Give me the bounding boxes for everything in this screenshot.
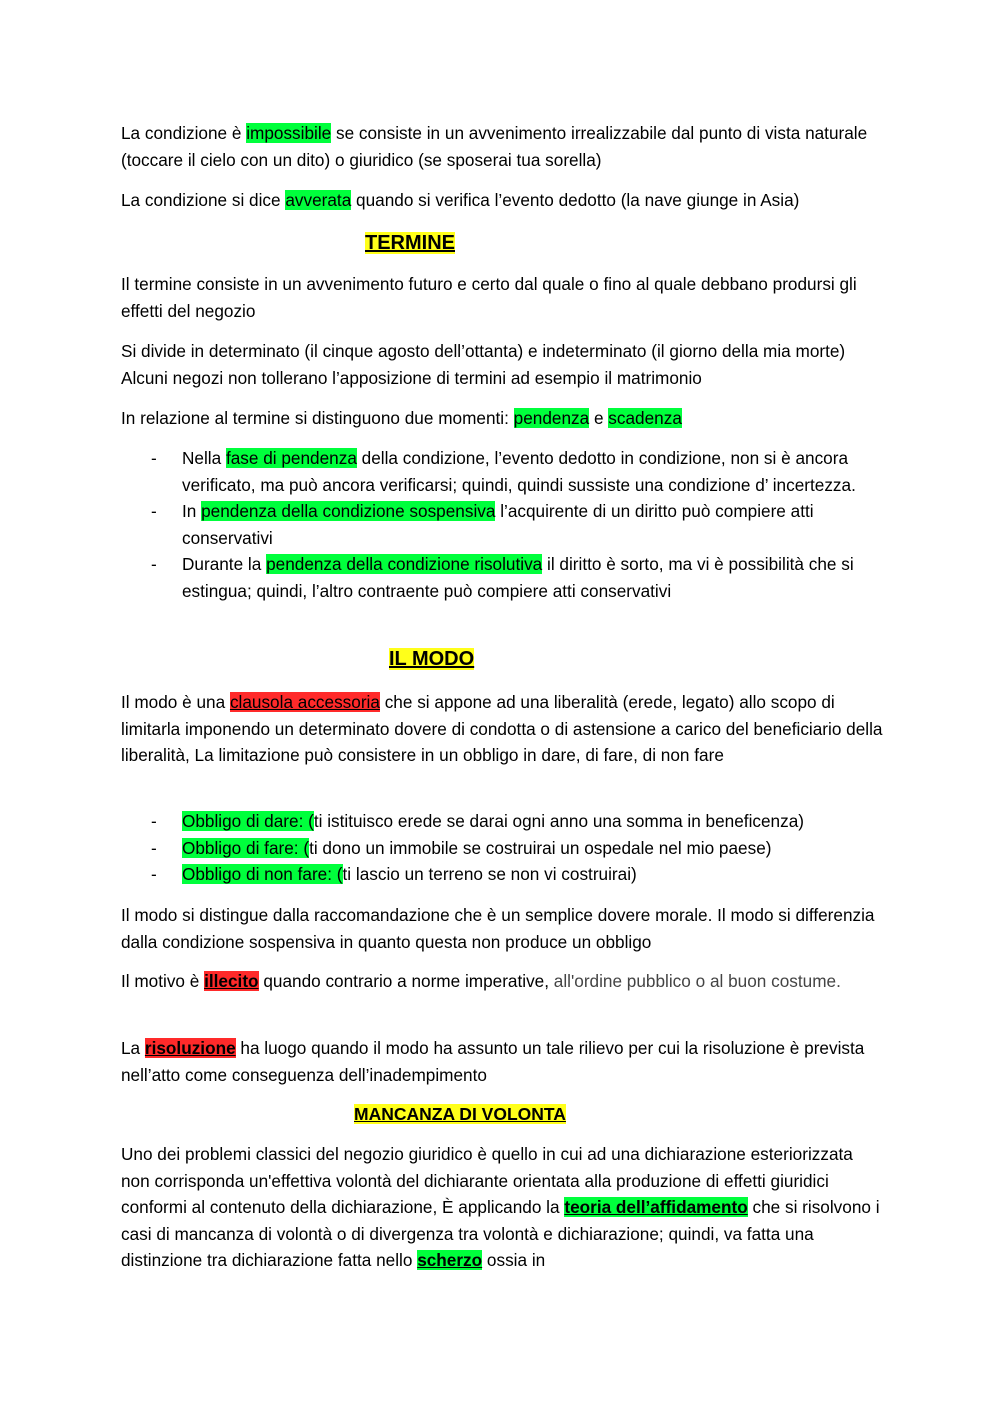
text-span: il diritto è sorto, ma vi è possibilità che si estingua; quindi, l’altro contraente può compiere atti conservativi [182,554,854,601]
text-span: Il termine consiste in un avvenimento futuro e certo dal quale o fino al quale debbano prodursi gli effetti del negozio [121,274,857,321]
text-span: La condizione è [121,123,247,143]
text-span: Nella [182,448,226,468]
paragraph-risoluzione [121,1035,883,1088]
highlight-clausola-accessoria: clausola accessoria [229,692,380,712]
text-span: che si risolvono i casi di mancanza di volontà o di divergenza tra volontà e dichiarazione; quindi, va fatta una distinzione tra dichiarazione fatta nello [121,1197,880,1270]
highlight-avverata: avverata [285,190,352,210]
highlight-illecito: illecito [204,971,259,991]
highlight-scadenza: scadenza [608,408,682,428]
highlight-impossibile: impossibile [246,123,332,143]
heading-il-modo [389,646,474,672]
list-item [121,835,883,862]
text-span: della condizione, l’evento dedotto in condizione, non si è ancora verificato, ma può ancora verificarsi; quindi, quindi sussiste una condizione d’ incertezza. [182,448,856,495]
paragraph-termine-definition [121,271,883,324]
list-item [121,445,883,498]
paragraph-avverata [121,187,883,214]
text-span: ti lascio un terreno se non vi costruirai) [342,864,637,884]
text-span: Durante la [182,554,267,574]
paragraph-momenti [121,405,883,432]
text-span: Il modo si distingue dalla raccomandazione che è un semplice dovere morale. Il modo si differenzia dalla condizione sospensiva in quanto questa non produce un obbligo [121,905,875,952]
highlight-teoria-affidamento: teoria dell’affidamento [564,1197,748,1217]
highlight-pendenza: pendenza [513,408,590,428]
text-span: Uno dei problemi classici del negozio giuridico è quello in cui ad una dichiarazione esteriorizzata non corrisponda un'effettiva volontà del dichiarante orientata alla produzione di effetti giuridici conformi al contenuto della dichiarazione, È applicando la [121,1144,853,1217]
text-span: Il modo è una [121,692,230,712]
highlight-obbligo-di-non-fare: Obbligo di non fare: ( [182,864,343,884]
paragraph-raccomandazione [121,902,883,955]
text-span: ha luogo quando il modo ha assunto un tale rilievo per cui la risoluzione è prevista nell’atto come conseguenza dell’inadempimento [121,1038,865,1085]
text-span: ti istituisco erede se darai ogni anno una somma in beneficenza) [313,811,804,831]
text-span: all'ordine pubblico o al buon costume. [553,971,841,991]
list-item [121,808,883,835]
text-span: l’acquirente di un diritto può compiere atti conservativi [182,501,814,548]
heading-termine-text: TERMINE [365,232,455,254]
list-item [121,861,883,888]
heading-mancanza-di-volonta [354,1102,566,1126]
highlight-condizione-risolutiva: pendenza della condizione risolutiva [266,554,543,574]
paragraph-termine-types [121,338,883,391]
text-span: che si appone ad una liberalità (erede, legato) allo scopo di limitarla imponendo un determinato dovere di condotta o di astensione a carico del beneficiario della liberalità, La limitazione può consistere in un obbligo in dare, di fare, di non fare [121,692,883,765]
heading-mancanza-text: MANCANZA DI VOLONTA [354,1104,566,1124]
highlight-obbligo-di-fare: Obbligo di fare: ( [182,837,310,858]
text-span: se consiste in un avvenimento irrealizzabile dal punto di vista naturale (toccare il cielo con un dito) o giuridico (se sposerai tua sorella) [121,123,868,170]
text-span: In relazione al termine si distinguono due momenti: [121,408,514,428]
highlight-risoluzione: risoluzione [144,1038,236,1058]
paragraph-modo-definition [121,689,883,769]
text-span: La [121,1038,145,1058]
list-obblighi [121,808,883,888]
text-span: In [182,501,202,521]
text-span: quando si verifica l’evento dedotto (la nave giunge in Asia) [351,190,800,210]
highlight-fase-di-pendenza: fase di pendenza [225,448,357,468]
text-span: Il motivo è [121,971,205,991]
highlight-scherzo: scherzo [417,1250,483,1270]
text-span: e [589,408,609,428]
text-span: La condizione si dice [121,190,286,210]
list-item [121,551,883,604]
text-span: ti dono un immobile se costruirai un ospedale nel mio paese) [309,837,772,858]
text-span: Si divide in determinato (il cinque agosto dell’ottanta) e indeterminato (il giorno della mia morte) Alcuni negozi non tollerano l’apposizione di termini ad esempio il matrimonio [121,341,846,388]
paragraph-illecito [121,968,883,995]
highlight-obbligo-di-dare: Obbligo di dare: ( [182,811,314,831]
highlight-condizione-sospensiva: pendenza della condizione sospensiva [201,501,496,521]
heading-termine [365,230,455,256]
text-span: quando contrario a norme imperative, [258,971,554,991]
text-span: ossia in [482,1250,546,1270]
list-item [121,498,883,551]
heading-il-modo-text: IL MODO [389,648,475,670]
paragraph-impossibile [121,120,883,173]
paragraph-mancanza [121,1141,883,1274]
list-pendenza [121,445,883,604]
